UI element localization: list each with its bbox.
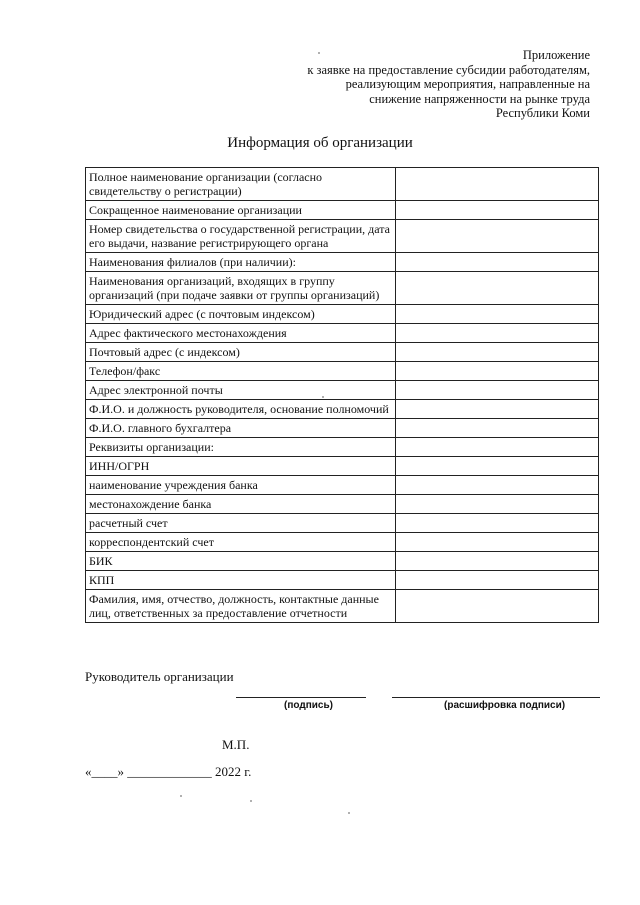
row-label: Почтовый адрес (с индексом) (86, 343, 396, 362)
row-value-field[interactable] (396, 457, 599, 476)
table-row (86, 571, 599, 590)
table-row (86, 552, 599, 571)
scan-speck (180, 795, 182, 797)
row-value-field[interactable] (396, 552, 599, 571)
table-row (86, 495, 599, 514)
signature-caption: (подпись) (284, 700, 333, 711)
signature-decode-caption: (расшифровка подписи) (444, 700, 566, 711)
row-value-field[interactable] (396, 305, 599, 324)
table-row (86, 476, 599, 495)
row-label: Адрес фактического местонахождения (86, 324, 396, 343)
scan-speck (318, 52, 320, 54)
table-row (86, 590, 599, 623)
row-label: Фамилия, имя, отчество, должность, контактные данные лиц, ответственных за предоставление отчетности (86, 590, 396, 623)
scan-speck (322, 396, 324, 398)
row-value-field[interactable] (396, 324, 599, 343)
appendix-line: к заявке на предоставление субсидии работодателям, (307, 62, 590, 77)
date-line: «____» _____________ 2022 г. (85, 764, 252, 779)
table-row (86, 168, 599, 201)
row-value-field[interactable] (396, 201, 599, 220)
appendix-line: Республики Коми (495, 106, 590, 120)
row-label: КПП (86, 571, 396, 590)
scan-speck (348, 812, 350, 814)
row-label: корреспондентский счет (86, 533, 396, 552)
row-label: Адрес электронной почты (86, 381, 396, 400)
appendix-line: снижение напряженности на рынке труда (369, 91, 590, 106)
stamp-place-label: М.П. (222, 737, 250, 752)
row-label: БИК (86, 552, 396, 571)
row-value-field[interactable] (396, 571, 599, 590)
table-row (86, 381, 599, 400)
row-label: Телефон/факс (86, 362, 396, 381)
row-value-field[interactable] (396, 495, 599, 514)
row-label: Полное наименование организации (согласно свидетельству о регистрации) (86, 168, 396, 201)
row-value-field[interactable] (396, 220, 599, 253)
table-row (86, 400, 599, 419)
row-label: местонахождение банка (86, 495, 396, 514)
table-row (86, 220, 599, 253)
table-row (86, 438, 599, 457)
row-value-field[interactable] (396, 419, 599, 438)
appendix-header (307, 48, 590, 121)
row-value-field[interactable] (396, 253, 599, 272)
table-row (86, 457, 599, 476)
row-label: наименование учреждения банка (86, 476, 396, 495)
table-row (86, 362, 599, 381)
row-label: Ф.И.О. главного бухгалтера (86, 419, 396, 438)
row-label: Реквизиты организации: (86, 438, 396, 457)
row-label: ИНН/ОГРН (86, 457, 396, 476)
table-row (86, 305, 599, 324)
appendix-line: Приложение (522, 48, 590, 62)
scan-speck (250, 800, 252, 802)
row-value-field[interactable] (396, 168, 599, 201)
row-value-field[interactable] (396, 400, 599, 419)
table-row (86, 253, 599, 272)
row-label: Наименования филиалов (при наличии): (86, 253, 396, 272)
row-value-field[interactable] (396, 343, 599, 362)
table-row (86, 272, 599, 305)
signature-line[interactable] (236, 697, 366, 698)
signature-decode-line[interactable] (392, 697, 600, 698)
row-label: расчетный счет (86, 514, 396, 533)
row-label: Номер свидетельства о государственной регистрации, дата его выдачи, название регистрирующего органа (86, 220, 396, 253)
table-row (86, 533, 599, 552)
row-value-field[interactable] (396, 533, 599, 552)
table-row (86, 324, 599, 343)
row-label: Ф.И.О. и должность руководителя, основание полномочий (86, 400, 396, 419)
table-row (86, 201, 599, 220)
table-row (86, 343, 599, 362)
table-row (86, 514, 599, 533)
page-title: Информация об организации (227, 135, 413, 151)
row-value-field[interactable] (396, 438, 599, 457)
row-value-field[interactable] (396, 381, 599, 400)
row-value-field[interactable] (396, 272, 599, 305)
row-value-field[interactable] (396, 362, 599, 381)
row-label: Наименования организаций, входящих в группу организаций (при подаче заявки от группы организаций) (86, 272, 396, 305)
row-value-field[interactable] (396, 476, 599, 495)
row-value-field[interactable] (396, 590, 599, 623)
row-value-field[interactable] (396, 514, 599, 533)
table-row (86, 419, 599, 438)
head-of-organization-label: Руководитель организации (85, 669, 234, 684)
appendix-line: реализующим мероприятия, направленные на (345, 77, 590, 91)
organization-info-table (85, 167, 599, 623)
row-label: Юридический адрес (с почтовым индексом) (86, 305, 396, 324)
row-label: Сокращенное наименование организации (86, 201, 396, 220)
